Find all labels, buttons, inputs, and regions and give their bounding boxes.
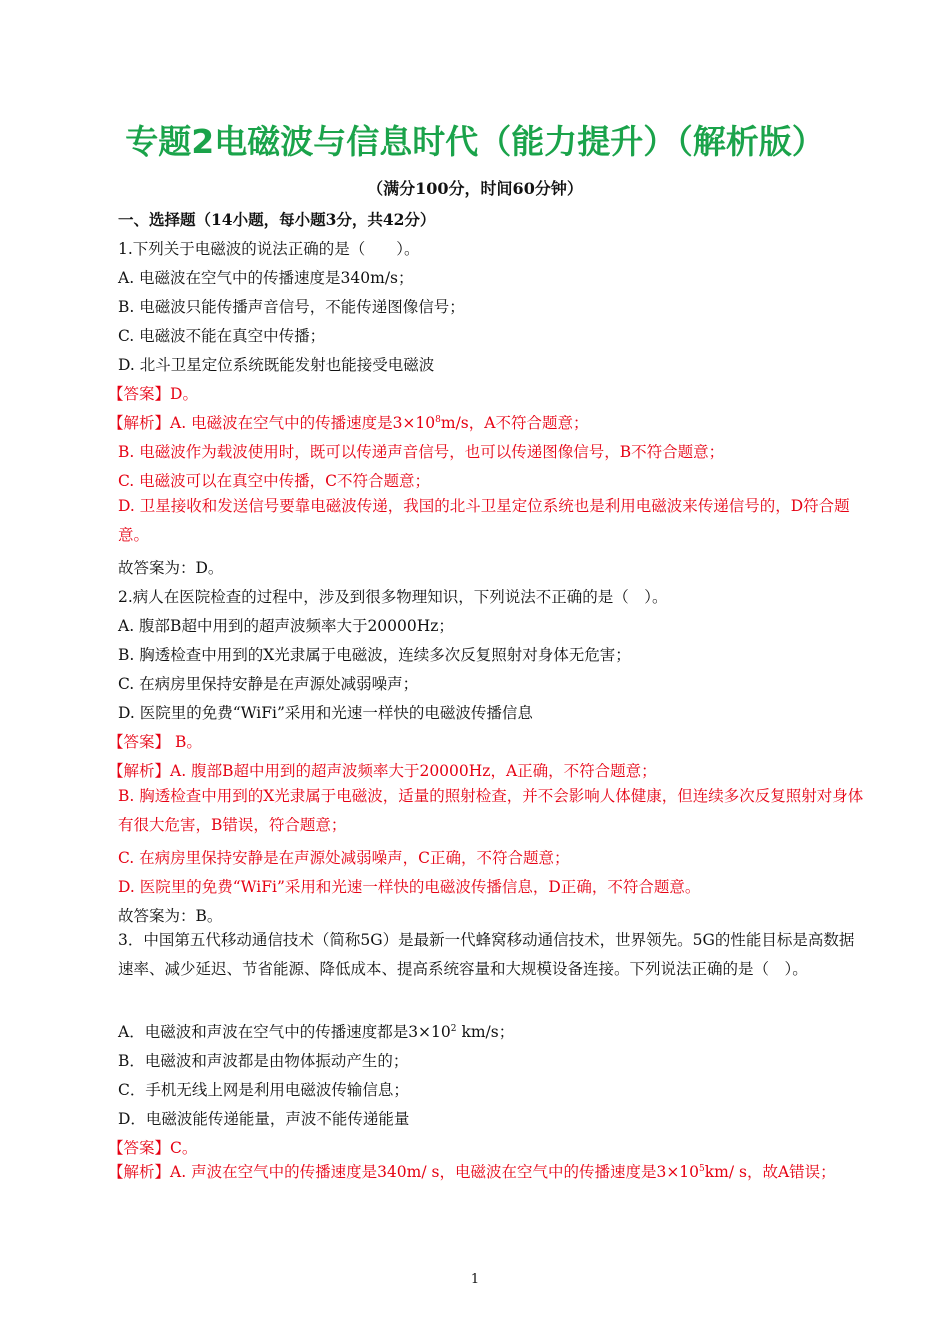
q2-final: 故答案为：B。 bbox=[118, 907, 223, 925]
q2-stem: 2.病人在医院检查的过程中，涉及到很多物理知识，下列说法不正确的是（ ）。 bbox=[118, 588, 668, 606]
q3-stem: 3．中国第五代移动通信技术（简称5G）是最新一代蜂窝移动通信技术，世界领先。5G的性能目标是高数据速率、减少延迟、节省能源、降低成本、提高系统容量和大规模设备连接。下列说法正确的是（ ）。 bbox=[118, 931, 855, 978]
section-heading: 一、选择题（14小题，每小题3分，共42分） bbox=[118, 210, 436, 229]
q3-analysis-a: 【解析】A. 声波在空气中的传播速度是340m/ s，电磁波在空气中的传播速度是$3\times 10^5km/$ s，故A错误； bbox=[108, 1163, 836, 1181]
q1-analysis-a: 【解析】A. 电磁波在空气中的传播速度是$3\times 10^8m/s$，A不符合题意； bbox=[108, 414, 589, 432]
q3-option-d: D．电磁波能传递能量，声波不能传递能量 bbox=[118, 1110, 410, 1128]
q3-option-c: C．手机无线上网是利用电磁波传输信息； bbox=[118, 1081, 409, 1099]
document-subtitle: （满分100分，时间60分钟） bbox=[367, 179, 583, 198]
q1-analysis-b: B. 电磁波作为载波使用时，既可以传递声音信号，也可以传递图像信号，B不符合题意； bbox=[118, 443, 725, 461]
q3-option-a: A．电磁波和声波在空气中的传播速度都是$3\times 10^2$ km/s； bbox=[118, 1023, 515, 1041]
page-number: 1 bbox=[470, 1272, 480, 1287]
q2-analysis-a: 【解析】A. 腹部B超中用到的超声波频率大于20000Hz，A正确，不符合题意； bbox=[108, 762, 657, 780]
q2-analysis-d: D. 医院里的免费“WiFi”采用和光速一样快的电磁波传播信息，D正确，不符合题意。 bbox=[118, 878, 701, 896]
q3-option-b: B．电磁波和声波都是由物体振动产生的； bbox=[118, 1052, 409, 1070]
q1-option-a: A. 电磁波在空气中的传播速度是340m/s； bbox=[118, 269, 414, 287]
q1-answer: 【答案】D。 bbox=[108, 385, 198, 403]
q2-option-a: A. 腹部B超中用到的超声波频率大于20000Hz； bbox=[118, 617, 454, 635]
q2-option-b: B. 胸透检查中用到的X光隶属于电磁波，连续多次反复照射对身体无危害； bbox=[118, 646, 631, 664]
q2-option-d: D. 医院里的免费“WiFi”采用和光速一样快的电磁波传播信息 bbox=[118, 704, 533, 722]
q2-answer: 【答案】 B。 bbox=[108, 733, 202, 751]
q1-stem: 1.下列关于电磁波的说法正确的是（ ）。 bbox=[118, 240, 420, 258]
q1-final: 故答案为：D。 bbox=[118, 559, 224, 577]
q2-analysis-c: C. 在病房里保持安静是在声源处减弱噪声，C正确，不符合题意； bbox=[118, 849, 570, 867]
document-title: 专题2电磁波与信息时代（能力提升）（解析版） bbox=[125, 122, 825, 161]
q1-analysis-c: C. 电磁波可以在真空中传播，C不符合题意； bbox=[118, 472, 431, 490]
q1-option-d: D. 北斗卫星定位系统既能发射也能接受电磁波 bbox=[118, 356, 435, 374]
q1-option-b: B. 电磁波只能传播声音信号，不能传递图像信号； bbox=[118, 298, 465, 316]
q1-option-c: C. 电磁波不能在真空中传播； bbox=[118, 327, 326, 345]
q1-analysis-d: D. 卫星接收和发送信号要靠电磁波传递，我国的北斗卫星定位系统也是利用电磁波来传递信号的，D符合题意。 bbox=[118, 497, 850, 544]
q2-analysis-b: B. 胸透检查中用到的X光隶属于电磁波，适量的照射检查，并不会影响人体健康，但连续多次反复照射对身体有很大危害，B错误，符合题意； bbox=[118, 787, 864, 834]
q2-option-c: C. 在病房里保持安静是在声源处减弱噪声； bbox=[118, 675, 419, 693]
q3-answer: 【答案】C。 bbox=[108, 1139, 198, 1157]
